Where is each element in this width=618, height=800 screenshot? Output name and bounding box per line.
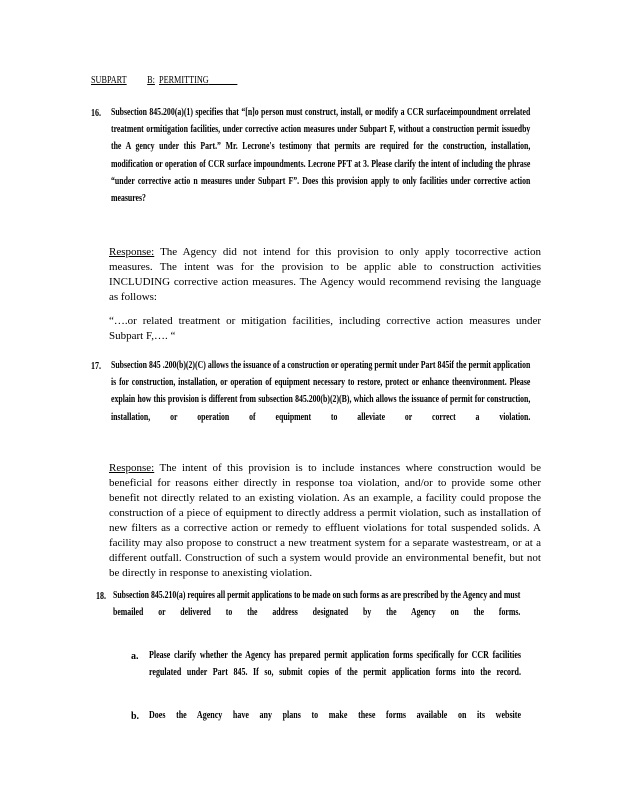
question-17-text bbox=[111, 357, 531, 447]
question-18b-text bbox=[149, 707, 521, 725]
question-18-text bbox=[113, 587, 521, 639]
response-17-label: Response: bbox=[109, 462, 155, 474]
question-18b-label: b. bbox=[131, 711, 140, 722]
question-16-number: 16. bbox=[91, 108, 101, 119]
heading-subpart: SUBPART bbox=[91, 75, 127, 86]
response-16 bbox=[109, 245, 541, 305]
response-17-text: The intent of this provision is to include instances where construction would be beneficial for reasons either directly in response toa violation, and/or to provide some other benefit not directly related to an existing violation. As an example, a facility could propose the construction of a piece of equipment to directly address a permit violation, such as installation of new filters as a corrective action or remedy to effluent violations for total suspended solids. A facility may also propose to construct a new treatment system for a separate wastestream, or at a different outfall. Construction of such a system would provide an environmental benefit, but not be directly in response to anexisting violation. bbox=[109, 462, 541, 579]
question-18a-text bbox=[149, 647, 521, 699]
question-17-body: Subsection 845 .200(b)(2)(C) allows the issuance of a construction or operating permit under Part 845if the permit application is for construction, installation, or operation of equipment necessary to restore, protect or enhance theenvironment. Please explain how this provision is different from subsection 845.200(b)(2)(B), which allows the issuance of permit for construction, installation, or operation of equipment to alleviate or correct a violation. bbox=[111, 360, 531, 423]
question-17-number: 17. bbox=[91, 361, 101, 372]
question-18-number: 18. bbox=[96, 591, 106, 602]
heading-letter: B: bbox=[147, 75, 155, 86]
response-16-label: Response: bbox=[109, 246, 155, 258]
question-18a-body: Please clarify whether the Agency has prepared permit application forms specifically for CCR facilities regulated under Part 845. If so, submit copies of the permit application forms into the record. bbox=[149, 650, 521, 679]
question-16-body: Subsection 845.200(a)(1) specifies that “[n]o person must construct, install, or modify a CCR surfaceimpoundment orrelated treatment ormitigation facilities, under corrective action measures under Subpart F, without a construction permit issuedby the A gency under this Part.” Mr. Lecrone's testimony that permits are required for the construction, installation, modification or operation of CCR surface impoundments. Lecrone PFT at 3. Please clarify the intent of including the phrase “under corrective actio n measures under Subpart F”. Does this provision apply to only facilities under corrective action measures? bbox=[111, 107, 531, 205]
suggested-language-quote: “….or related treatment or mitigation facilities, including corrective action measures under Subpart F,…. “ bbox=[109, 315, 541, 342]
response-16-text: The Agency did not intend for this provision to only apply tocorrective action measures. The intent was for the provision to be applic able to construction activities INCLUDING corrective action measures. The Agency would recommend revising the language as follows: bbox=[109, 246, 541, 303]
heading-title: PERMITTING bbox=[159, 75, 209, 86]
section-heading bbox=[91, 75, 237, 86]
response-17 bbox=[109, 461, 541, 581]
question-18-body: Subsection 845.210(a) requires all permit applications to be made on such forms as are prescribed by the Agency and must bemailed or delivered to the address designated by the Agency on the forms. bbox=[113, 590, 521, 619]
question-16-text bbox=[111, 104, 531, 228]
question-18a-label: a. bbox=[131, 651, 139, 662]
question-18b-body: Does the Agency have any plans to make these forms available on its website bbox=[149, 710, 521, 721]
